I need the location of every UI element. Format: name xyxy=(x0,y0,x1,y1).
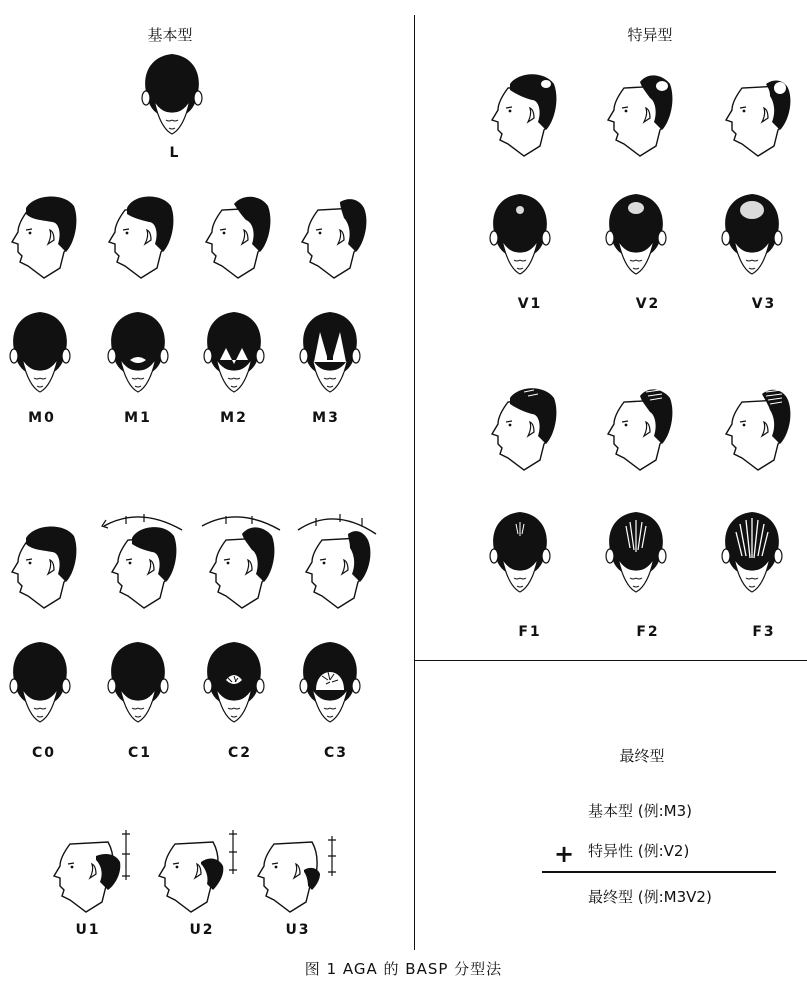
head-figure-M0 xyxy=(10,310,74,396)
horizontal-divider xyxy=(415,660,807,661)
label-M2: M2 xyxy=(220,410,248,426)
label-U3: U3 xyxy=(285,922,311,938)
sum-line xyxy=(542,871,776,873)
side-figure-M0 xyxy=(8,192,80,282)
label-F3: F3 xyxy=(752,624,776,640)
side-figure-M3 xyxy=(298,192,370,282)
label-U1: U1 xyxy=(75,922,101,938)
formula-basic-line: 基本型 (例:M3) xyxy=(588,802,693,820)
figure-caption: 图 1 AGA 的 BASP 分型法 xyxy=(304,960,503,978)
side-figure-M1 xyxy=(105,192,177,282)
side-figure-C2 xyxy=(198,508,288,612)
side-figure-V2 xyxy=(604,70,676,160)
label-M1: M1 xyxy=(124,410,152,426)
label-C3: C3 xyxy=(323,745,348,761)
final-type-title: 最终型 xyxy=(619,747,665,765)
side-figure-U1 xyxy=(50,826,140,916)
basic-type-title: 基本型 xyxy=(147,26,193,44)
label-L: L xyxy=(169,145,181,161)
head-figure-C1 xyxy=(108,640,172,726)
side-figure-U2 xyxy=(155,826,245,916)
plus-sign: + xyxy=(554,840,575,868)
formula-special-line: 特异性 (例:V2) xyxy=(588,842,690,860)
vertical-divider xyxy=(414,15,415,950)
head-figure-F2 xyxy=(606,510,670,596)
head-figure-V1 xyxy=(490,192,554,278)
head-figure-M3 xyxy=(300,310,364,396)
head-figure-M1 xyxy=(108,310,172,396)
label-C1: C1 xyxy=(127,745,152,761)
label-V3: V3 xyxy=(751,296,777,312)
head-figure-V2 xyxy=(606,192,670,278)
side-figure-V3 xyxy=(722,70,794,160)
label-U2: U2 xyxy=(189,922,215,938)
head-figure-L xyxy=(142,52,206,138)
label-C0: C0 xyxy=(31,745,56,761)
head-figure-F1 xyxy=(490,510,554,596)
head-figure-C0 xyxy=(10,640,74,726)
side-figure-C3 xyxy=(294,508,384,612)
side-figure-V1 xyxy=(488,70,560,160)
side-figure-C1 xyxy=(100,508,190,612)
head-figure-M2 xyxy=(204,310,268,396)
side-figure-F1 xyxy=(488,384,560,474)
formula-result-line: 最终型 (例:M3V2) xyxy=(588,888,712,906)
side-figure-U3 xyxy=(254,826,344,916)
label-F1: F1 xyxy=(518,624,542,640)
special-type-title: 特异型 xyxy=(627,26,673,44)
side-figure-F3 xyxy=(722,384,794,474)
head-figure-C2 xyxy=(204,640,268,726)
label-C2: C2 xyxy=(227,745,252,761)
label-V2: V2 xyxy=(635,296,661,312)
side-figure-F2 xyxy=(604,384,676,474)
head-figure-V3 xyxy=(722,192,786,278)
head-figure-C3 xyxy=(300,640,364,726)
label-V1: V1 xyxy=(517,296,543,312)
label-M0: M0 xyxy=(28,410,56,426)
label-F2: F2 xyxy=(636,624,660,640)
side-figure-M2 xyxy=(202,192,274,282)
label-M3: M3 xyxy=(312,410,340,426)
head-figure-F3 xyxy=(722,510,786,596)
side-figure-C0 xyxy=(8,522,80,612)
